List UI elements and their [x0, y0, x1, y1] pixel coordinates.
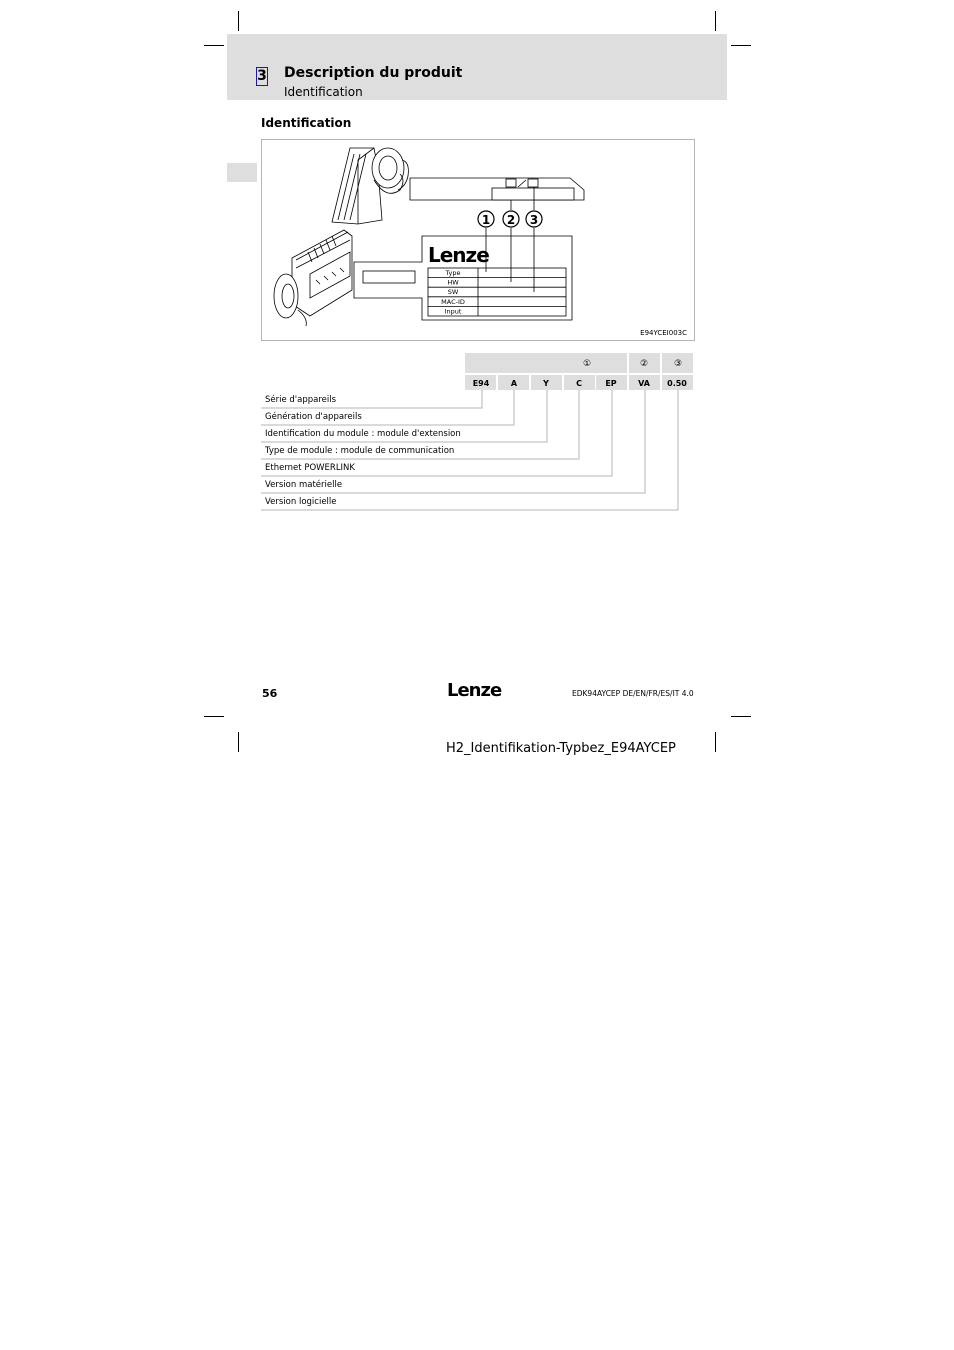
- callout-3: 3: [529, 213, 539, 227]
- segment-code: VA: [638, 379, 650, 388]
- nameplate-logo: Lenze: [428, 243, 489, 267]
- figure-code: E94YCEI003C: [640, 329, 687, 337]
- segment-description: Série d'appareils: [265, 395, 337, 405]
- segment-code: 0.50: [667, 379, 687, 388]
- group-marker-1: ①: [582, 359, 592, 369]
- segment-code: EP: [605, 379, 617, 388]
- segment-code: E94: [472, 379, 490, 388]
- segment-code: Y: [543, 379, 549, 388]
- crop-mark: [204, 716, 224, 717]
- callout-1: 1: [481, 213, 491, 227]
- page-number: 56: [262, 687, 278, 700]
- bottom-caption: H2_Identifikation-Typbez_E94AYCEP: [446, 741, 676, 756]
- group-marker-2: ②: [639, 359, 649, 369]
- chapter-title: Description du produit: [284, 65, 463, 81]
- group-marker-3: ③: [673, 359, 683, 369]
- segment-description: Version logicielle: [265, 497, 337, 507]
- group-header-1: [465, 353, 627, 373]
- segment-description: Identification du module : module d'extension: [265, 429, 461, 439]
- segment-code: C: [576, 379, 582, 388]
- chapter-number: 3: [257, 68, 267, 84]
- nameplate-row-label: HW: [447, 278, 459, 287]
- segment-description: Type de module : module de communication: [265, 446, 455, 456]
- segment-description: Ethernet POWERLINK: [265, 463, 355, 473]
- doc-reference: EDK94AYCEP DE/EN/FR/ES/IT 4.0: [572, 689, 694, 698]
- nameplate-row-label: SW: [447, 288, 459, 297]
- crop-mark: [715, 732, 716, 752]
- segment-code: A: [510, 379, 518, 388]
- callout-2: 2: [506, 213, 516, 227]
- nameplate-row-label: MAC-ID: [441, 297, 465, 306]
- crop-mark: [238, 732, 239, 752]
- nameplate-row-label: Type: [445, 269, 461, 277]
- footer-logo: Lenze: [447, 680, 502, 701]
- chapter-subtitle: Identification: [284, 85, 363, 99]
- segment-description: Version matérielle: [265, 480, 343, 490]
- type-code-table: [0, 0, 954, 530]
- segment-description: Génération d'appareils: [265, 412, 362, 422]
- crop-mark: [731, 716, 751, 717]
- nameplate-row-label: Input: [444, 307, 462, 316]
- section-title: Identification: [261, 116, 352, 130]
